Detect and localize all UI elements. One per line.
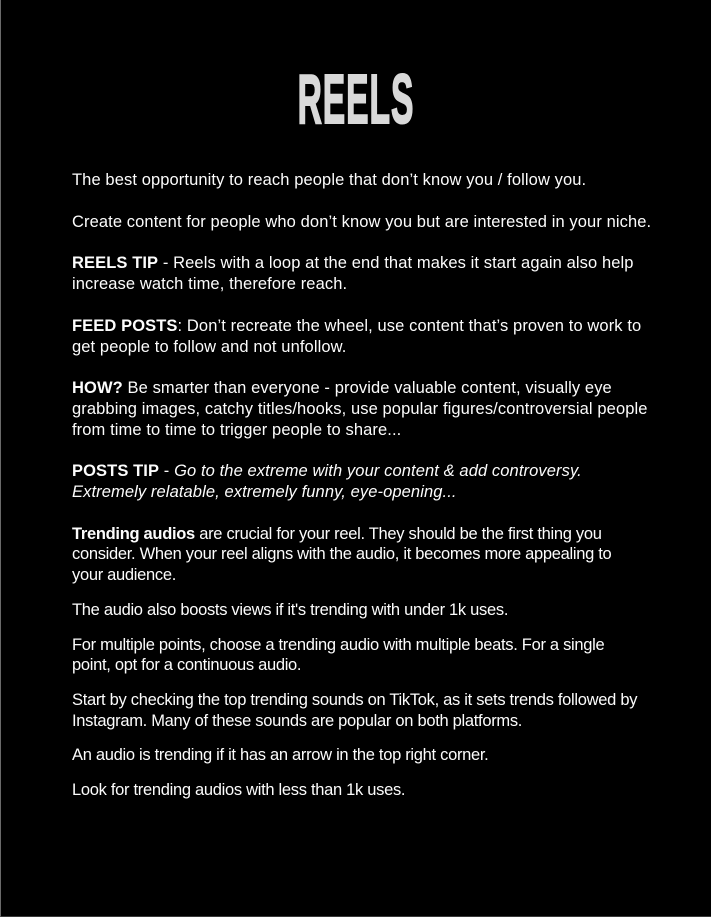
text-run-normal: An audio is trending if it has an arrow in the top right corner.	[72, 746, 489, 765]
paragraph	[72, 635, 642, 676]
text-run-bold: HOW?	[72, 379, 123, 398]
section-reels-opportunity	[72, 170, 652, 503]
text-run-normal: are crucial for your reel. They should be the first thing you consider. When your reel aligns with the audio, it becomes more appealing to your audience.	[72, 524, 612, 585]
paragraph	[72, 524, 642, 586]
text-run-italic: Go to the extreme with your content & add controversy. Extremely relatable, extremely funny, eye-opening...	[72, 462, 582, 502]
text-run-bold: FEED POSTS	[72, 316, 178, 335]
section-trending-audios	[72, 524, 652, 801]
text-run-normal: : Don’t recreate the wheel, use content that’s proven to work to get people to follow and not unfollow.	[72, 316, 642, 356]
text-run-bold: REELS TIP	[72, 254, 159, 273]
paragraph	[72, 212, 652, 233]
paragraph	[72, 378, 652, 440]
paragraph	[72, 253, 652, 294]
paragraph	[72, 780, 642, 801]
text-run-normal: Start by checking the top trending sounds on TikTok, as it sets trends followed by Instagram. Many of these sounds are popular on both platforms.	[72, 690, 638, 730]
document-content	[1, 134, 711, 801]
paragraph	[72, 170, 652, 191]
paragraph	[72, 600, 642, 621]
paragraph	[72, 461, 652, 502]
text-run-normal: The best opportunity to reach people that don’t know you / follow you.	[72, 171, 587, 189]
paragraph	[72, 690, 642, 731]
paragraph	[72, 316, 652, 357]
text-run-normal: -	[159, 462, 175, 481]
text-run-normal: For multiple points, choose a trending audio with multiple beats. For a single point, opt for a continuous audio.	[72, 635, 605, 675]
page-title: REELS	[297, 60, 415, 138]
text-run-normal: Look for trending audios with less than 1k uses.	[72, 781, 406, 800]
text-run-normal: Be smarter than everyone - provide valuable content, visually eye grabbing images, catchy titles/hooks, use popular figures/controversial people from time to time to trigger people to share...	[72, 379, 648, 439]
text-run-normal: Create content for people who don’t know you but are interested in your niche.	[72, 212, 652, 231]
text-run-normal: The audio also boosts views if it's trending with under 1k uses.	[72, 600, 509, 619]
text-run-normal: - Reels with a loop at the end that makes it start again also help increase watch time, therefore reach.	[72, 254, 634, 294]
text-run-bold: POSTS TIP	[72, 462, 160, 481]
paragraph	[72, 745, 642, 766]
text-run-bold: Trending audios	[72, 524, 195, 543]
